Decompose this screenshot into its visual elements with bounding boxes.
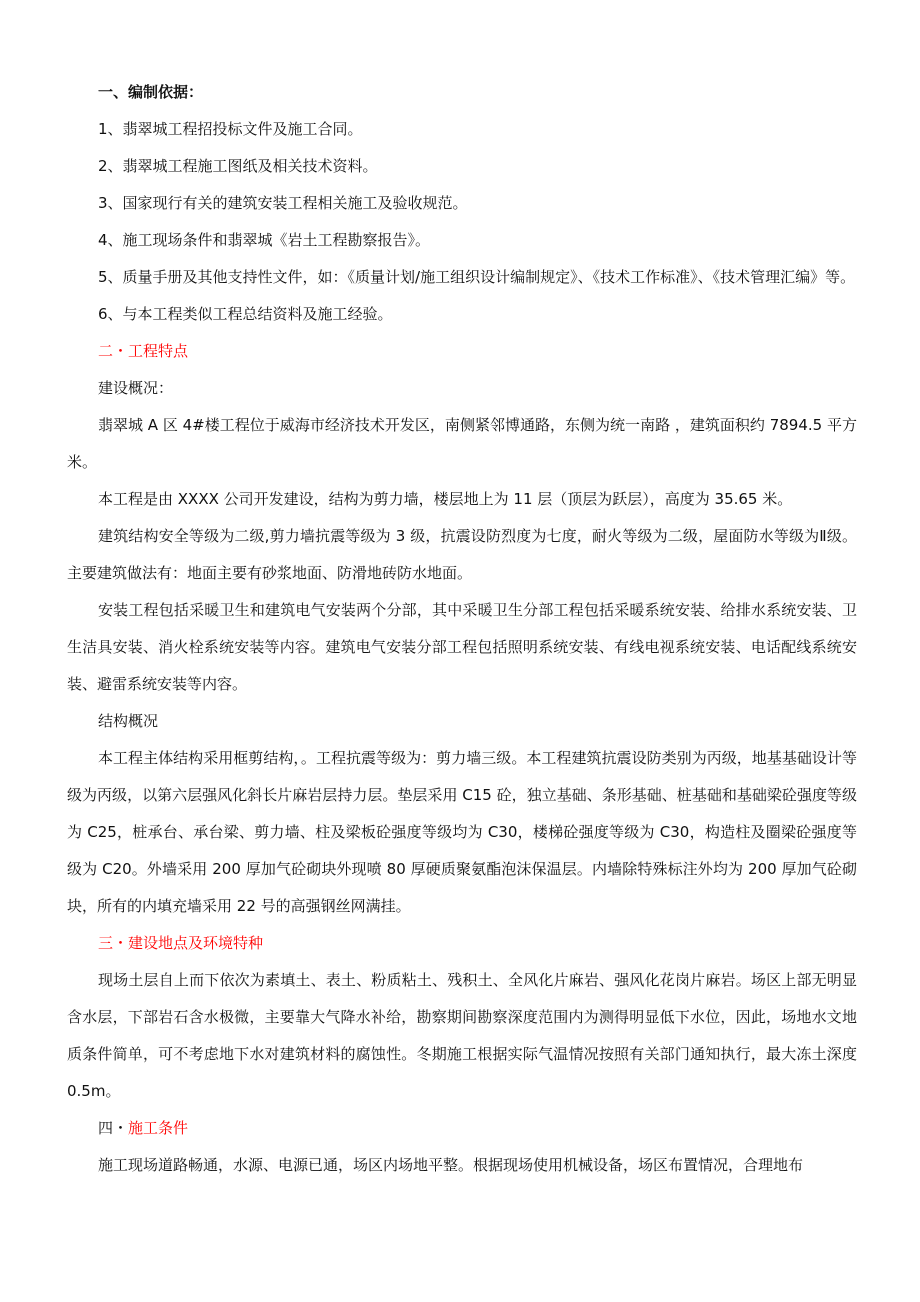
document-content [67,74,857,1184]
subheading-structure-overview: 结构概况 [98,712,159,730]
construction-conditions-paragraph: 施工现场道路畅通，水源、电源已通，场区内场地平整。根据现场使用机械设备，场区布置情况，合理地布 [98,1156,804,1174]
heading-prefix: 四・ [98,1119,129,1137]
subheading-construction-overview: 建设概况： [98,379,174,397]
section-heading-site-environment: 三・建设地点及环境特种 [98,934,264,952]
section-heading-features: 二・工程特点 [98,342,189,360]
section-heading-basis: 一、编制依据： [98,83,204,101]
section-heading-construction-conditions [67,1110,857,1147]
basis-item-3: 3、国家现行有关的建筑安装工程相关施工及验收规范。 [98,194,468,212]
overview-paragraph-installation: 安装工程包括采暖卫生和建筑电气安装两个分部，其中采暖卫生分部工程包括采暖系统安装、给排水系统安装、卫生洁具安装、消火栓系统安装等内容。建筑电气安装分部工程包括照明系统安装、有线电视系统安装、电话配线系统安装、避雷系统安装等内容。 [67,601,857,693]
structure-paragraph: 本工程主体结构采用框剪结构，。工程抗震等级为：剪力墙三级。本工程建筑抗震设防类别为丙级，地基基础设计等级为丙级，以第六层强风化斜长片麻岩层持力层。垫层采用 C15 砼，独立基础、条形基础、桩基础和基础梁砼强度等级为 C25，桩承台、承台梁、剪力墙、柱及梁板砼强度等级均为 C30，楼梯砼强度等级为 C30，构造柱及圈梁砼强度等级为 C20。外墙采用 200 厚加气砼砌块外现喷 80 厚硬质聚氨酯泡沫保温层。内墙除特殊标注外均为 200 厚加气砼砌块，所有的内填充墙采用 22 号的高强钢丝网满挂。 [67,749,857,915]
overview-paragraph-location: 翡翠城 A 区 4#楼工程位于威海市经济技术开发区，南侧紧邻博通路，东侧为统一南路 ，建筑面积约 7894.5 平方米。 [67,416,857,471]
basis-item-5: 5、质量手册及其他支持性文件，如：《质量计划/施工组织设计编制规定》、《技术工作标准》、《技术管理汇编》等。 [98,268,856,286]
heading-suffix: 施工条件 [128,1119,189,1137]
basis-item-2: 2、翡翠城工程施工图纸及相关技术资料。 [98,157,378,175]
overview-paragraph-grades: 建筑结构安全等级为二级,剪力墙抗震等级为 3 级，抗震设防烈度为七度，耐火等级为二级，屋面防水等级为Ⅱ级。主要建筑做法有：地面主要有砂浆地面、防滑地砖防水地面。 [67,527,857,582]
site-environment-paragraph: 现场土层自上而下依次为素填土、表土、粉质粘土、残积土、全风化片麻岩、强风化花岗片麻岩。场区上部无明显含水层，下部岩石含水极微，主要靠大气降水补给，勘察期间勘察深度范围内为测得明显低下水位，因此，场地水文地质条件简单，可不考虑地下水对建筑材料的腐蚀性。冬期施工根据实际气温情况按照有关部门通知执行，最大冻土深度 0.5m。 [67,971,857,1100]
basis-item-6: 6、与本工程类似工程总结资料及施工经验。 [98,305,393,323]
basis-item-1: 1、翡翠城工程招投标文件及施工合同。 [98,120,363,138]
basis-item-4: 4、施工现场条件和翡翠城《岩土工程勘察报告》。 [98,231,431,249]
overview-paragraph-developer: 本工程是由 XXXX 公司开发建设，结构为剪力墙，楼层地上为 11 层（顶层为跃层），高度为 35.65 米。 [98,490,793,508]
